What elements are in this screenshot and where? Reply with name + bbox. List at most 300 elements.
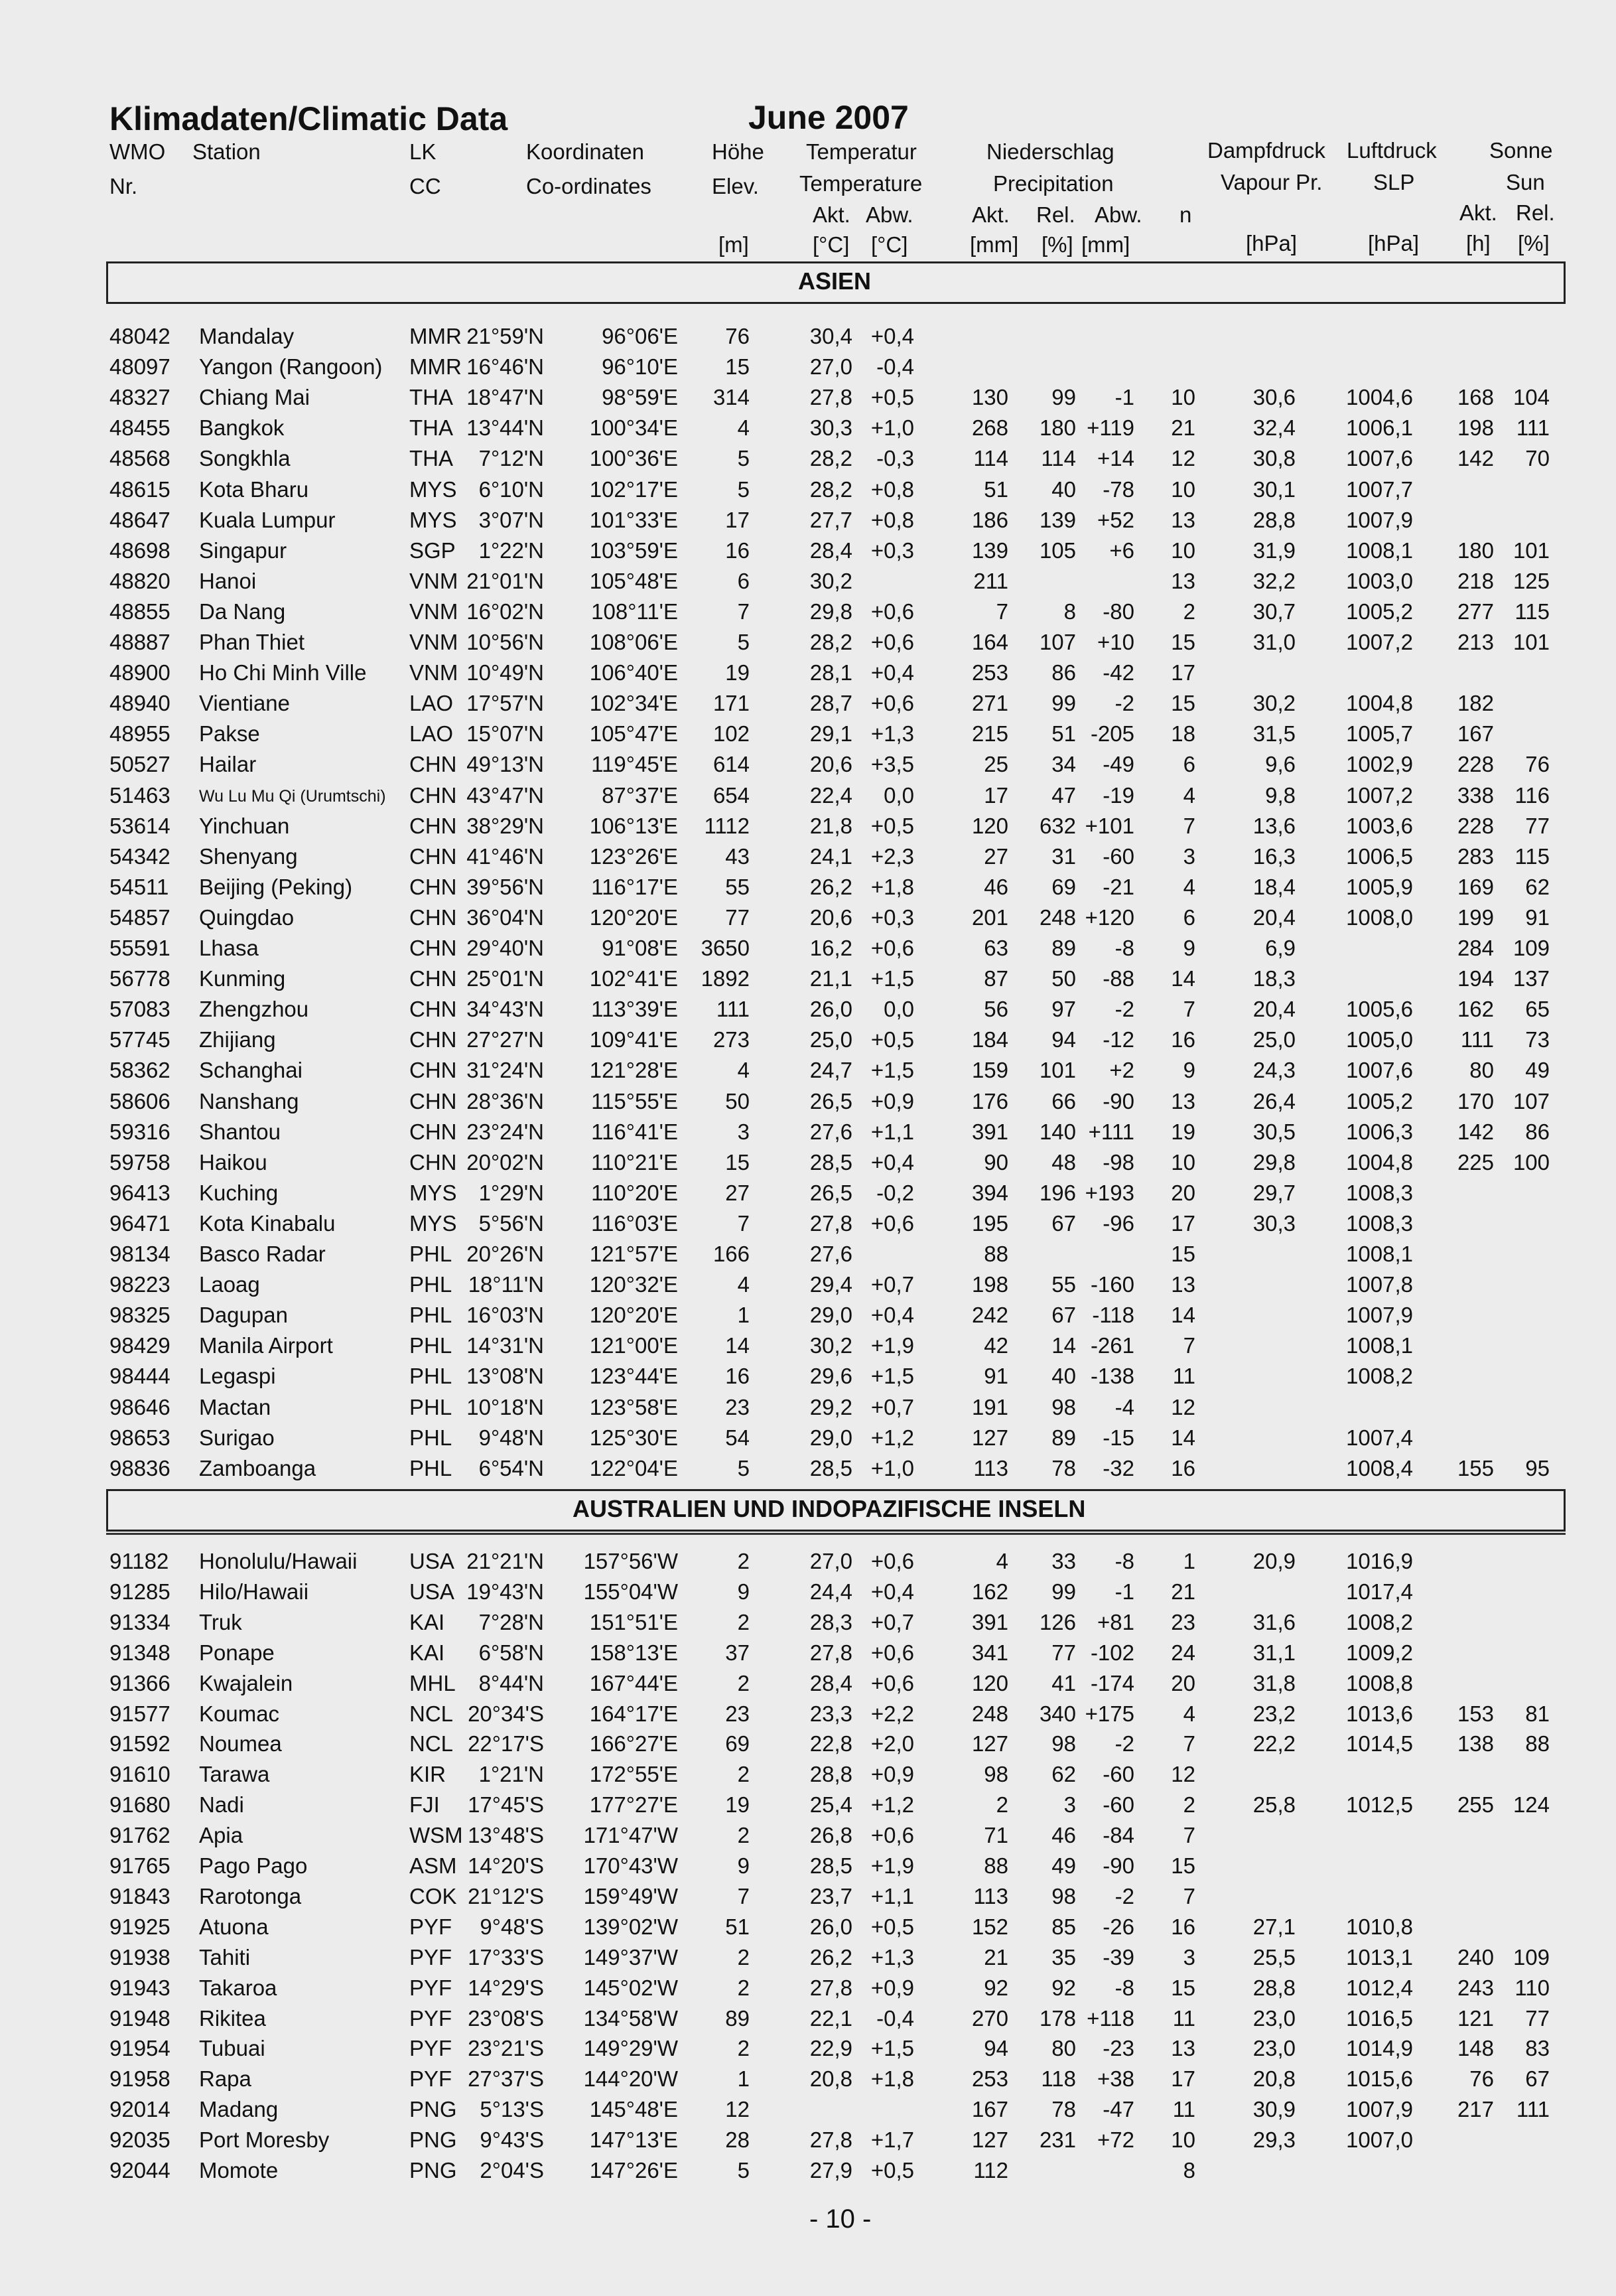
- cell-sun-rel: 107: [1513, 1088, 1550, 1113]
- cell-p-n: 15: [1171, 1853, 1195, 1878]
- cell-p-rel: 139: [1039, 507, 1076, 532]
- cell-t-akt: 21,1: [809, 966, 852, 991]
- table-row: [0, 1823, 1616, 1853]
- cell-sun-h: 243: [1457, 1975, 1494, 2000]
- cell-slp: 1005,0: [1346, 1027, 1413, 1052]
- cell-p-rel: 86: [1051, 660, 1076, 685]
- cell-t-abw: +0,4: [870, 660, 914, 685]
- cell-p-rel: 33: [1051, 1549, 1076, 1573]
- cell-lon: 145°02'W: [583, 1975, 678, 2000]
- cell-station: Ho Chi Minh Ville: [199, 660, 367, 685]
- cell-slp: 1008,2: [1346, 1364, 1413, 1389]
- cell-lat: 22°17'S: [468, 1731, 544, 1757]
- cell-sun-rel: 109: [1513, 936, 1550, 960]
- cell-wmo: 48568: [109, 446, 170, 471]
- cell-t-abw: +0,3: [870, 538, 914, 563]
- cell-slp: 1008,0: [1346, 904, 1413, 930]
- section-title-asia: ASIEN: [798, 267, 872, 295]
- cell-wmo: 48647: [109, 507, 170, 532]
- hdr-prec-abw: Abw.: [1095, 202, 1142, 227]
- cell-wmo: 91954: [109, 2036, 170, 2061]
- cell-lat: 20°34'S: [468, 1701, 544, 1726]
- cell-elev: 9: [737, 1579, 750, 1604]
- cell-lon: 167°44'E: [589, 1670, 678, 1695]
- cell-t-abw: +0,9: [870, 1762, 914, 1787]
- cell-p-abw: -8: [1114, 1975, 1134, 2000]
- cell-p-akt: 201: [971, 904, 1008, 930]
- cell-lat: 29°40'N: [466, 936, 544, 960]
- cell-p-n: 11: [1172, 1364, 1195, 1389]
- cell-p-akt: 56: [984, 997, 1008, 1022]
- cell-slp: 1005,9: [1346, 874, 1413, 899]
- cell-t-abw: +0,5: [870, 813, 914, 838]
- cell-t-abw: +0,6: [870, 1823, 914, 1848]
- cell-p-n: 6: [1183, 752, 1195, 777]
- cell-p-abw: -2: [1114, 1883, 1134, 1908]
- cell-p-rel: 66: [1051, 1088, 1076, 1113]
- cell-cc: PYF: [409, 2036, 452, 2061]
- cell-cc: MYS: [409, 1180, 457, 1205]
- cell-p-akt: 120: [971, 1670, 1008, 1695]
- cell-station: Hanoi: [199, 568, 257, 593]
- table-row: [0, 1027, 1616, 1058]
- cell-elev: 5: [737, 630, 750, 654]
- cell-lat: 13°08'N: [466, 1364, 544, 1389]
- cell-p-abw: -60: [1103, 843, 1134, 869]
- cell-elev: 17: [725, 507, 750, 532]
- cell-p-akt: 341: [971, 1640, 1008, 1665]
- cell-p-rel: 46: [1051, 1823, 1076, 1848]
- cell-lon: 147°26'E: [589, 2158, 678, 2183]
- cell-sun-rel: 104: [1513, 385, 1550, 410]
- cell-t-abw: +1,2: [870, 1425, 914, 1450]
- cell-sun-h: 138: [1457, 1731, 1494, 1757]
- cell-sun-h: 162: [1457, 997, 1494, 1022]
- cell-station: Zhengzhou: [199, 997, 309, 1022]
- cell-p-akt: 242: [971, 1303, 1008, 1328]
- cell-slp: 1012,4: [1346, 1975, 1413, 2000]
- cell-station: Mandalay: [199, 324, 295, 348]
- cell-t-akt: 30,3: [809, 415, 852, 441]
- cell-wmo: 91285: [109, 1579, 170, 1604]
- cell-t-akt: 21,8: [809, 813, 852, 838]
- table-row: [0, 1150, 1616, 1181]
- cell-elev: 76: [725, 324, 750, 348]
- cell-t-abw: 0,0: [884, 997, 914, 1022]
- cell-p-rel: 14: [1051, 1333, 1076, 1358]
- cell-t-akt: 28,2: [809, 446, 852, 471]
- cell-lon: 100°34'E: [589, 415, 678, 441]
- cell-lat: 2°04'S: [480, 2158, 544, 2183]
- cell-p-n: 10: [1171, 476, 1195, 502]
- cell-station: Quingdao: [199, 904, 295, 930]
- cell-p-rel: 92: [1051, 1975, 1076, 2000]
- cell-t-akt: 28,4: [809, 538, 852, 563]
- hdr-prec-akt: Akt.: [972, 202, 1010, 227]
- cell-p-n: 15: [1171, 691, 1195, 716]
- cell-station: Rapa: [199, 2066, 251, 2092]
- cell-sun-rel: 116: [1515, 782, 1550, 808]
- cell-wmo: 91182: [109, 1549, 169, 1573]
- table-row: [0, 415, 1616, 446]
- cell-vapour: 30,6: [1252, 385, 1296, 410]
- cell-p-akt: 215: [971, 721, 1008, 747]
- cell-lon: 101°33'E: [589, 507, 678, 532]
- cell-slp: 1006,5: [1346, 843, 1413, 869]
- cell-sun-h: 284: [1457, 936, 1494, 960]
- cell-station: Kota Bharu: [199, 476, 309, 502]
- cell-p-akt: 391: [971, 1119, 1008, 1144]
- cell-elev: 3650: [701, 936, 750, 960]
- cell-cc: CHN: [409, 1058, 457, 1083]
- cell-slp: 1004,6: [1346, 385, 1413, 410]
- cell-cc: MYS: [409, 1210, 457, 1236]
- cell-t-akt: 27,0: [809, 354, 852, 380]
- cell-t-abw: +0,9: [870, 1975, 914, 2000]
- cell-station: Schanghai: [199, 1058, 303, 1083]
- cell-p-n: 13: [1171, 507, 1195, 532]
- cell-station: Manila Airport: [199, 1333, 333, 1358]
- hdr-sun-akt: Akt.: [1459, 200, 1497, 225]
- hdr-sun: Sun: [1506, 170, 1545, 194]
- cell-t-akt: 24,7: [809, 1058, 852, 1083]
- cell-t-abw: +0,9: [870, 1088, 914, 1113]
- table-row: [0, 477, 1616, 508]
- cell-slp: 1012,5: [1346, 1792, 1413, 1818]
- cell-station: Laoag: [199, 1272, 260, 1297]
- cell-sun-rel: 83: [1525, 2036, 1550, 2061]
- cell-cc: WSM: [409, 1823, 463, 1848]
- cell-p-n: 11: [1172, 2005, 1195, 2031]
- cell-p-n: 13: [1171, 568, 1195, 593]
- table-row: [0, 324, 1616, 354]
- cell-wmo: 48820: [109, 568, 170, 593]
- section-band-pacific: [106, 1489, 1566, 1532]
- cell-p-akt: 270: [971, 2005, 1008, 2031]
- cell-cc: PNG: [409, 2097, 457, 2122]
- cell-t-akt: 28,1: [809, 660, 852, 685]
- cell-sun-h: 240: [1457, 1944, 1494, 1970]
- cell-sun-h: 170: [1457, 1088, 1494, 1113]
- cell-p-abw: +2: [1109, 1058, 1134, 1083]
- cell-t-akt: 26,5: [809, 1180, 852, 1205]
- cell-elev: 614: [712, 752, 750, 777]
- cell-elev: 16: [725, 1364, 750, 1389]
- cell-p-n: 14: [1171, 1303, 1195, 1328]
- cell-t-akt: 27,7: [809, 507, 852, 532]
- cell-station: Apia: [199, 1823, 243, 1848]
- hdr-lk: LK: [409, 139, 437, 164]
- cell-station: Songkhla: [199, 446, 291, 471]
- cell-p-rel: 118: [1041, 2066, 1076, 2092]
- hdr-station: Station: [192, 139, 261, 164]
- cell-sun-h: 169: [1457, 874, 1494, 899]
- cell-p-rel: 231: [1039, 2127, 1076, 2153]
- cell-p-akt: 7: [996, 599, 1008, 624]
- cell-t-abw: +2,3: [870, 843, 914, 869]
- cell-t-abw: +0,4: [870, 1579, 914, 1604]
- cell-vapour: 6,9: [1265, 936, 1296, 960]
- cell-lon: 106°40'E: [589, 660, 678, 685]
- cell-elev: 2: [737, 1944, 750, 1970]
- cell-t-akt: 27,0: [809, 1549, 852, 1573]
- cell-t-akt: 28,5: [809, 1149, 852, 1175]
- cell-cc: PYF: [409, 1944, 452, 1970]
- cell-vapour: 30,9: [1252, 2097, 1296, 2122]
- cell-sun-h: 111: [1460, 1027, 1494, 1052]
- cell-lon: 177°27'E: [589, 1792, 678, 1818]
- hdr-unit-h: [h]: [1466, 231, 1491, 255]
- cell-sun-h: 167: [1457, 721, 1494, 747]
- cell-station: Atuona: [199, 1914, 269, 1939]
- cell-p-rel: 98: [1051, 1394, 1076, 1419]
- cell-p-abw: -47: [1103, 2097, 1134, 2122]
- cell-lon: 144°20'W: [583, 2066, 678, 2092]
- table-row: [0, 508, 1616, 538]
- table-row: [0, 599, 1616, 630]
- cell-sun-rel: 111: [1516, 2097, 1550, 2122]
- cell-p-n: 7: [1183, 1731, 1195, 1757]
- cell-station: Kota Kinabalu: [199, 1210, 336, 1236]
- cell-slp: 1015,6: [1346, 2066, 1413, 2092]
- cell-wmo: 91943: [109, 1975, 170, 2000]
- table-row: [0, 844, 1616, 875]
- cell-t-abw: +0,6: [870, 599, 914, 624]
- cell-cc: PHL: [409, 1364, 452, 1389]
- cell-wmo: 98836: [109, 1455, 170, 1480]
- cell-t-abw: +1,3: [870, 721, 914, 747]
- cell-t-akt: 24,4: [809, 1579, 852, 1604]
- cell-wmo: 98646: [109, 1394, 170, 1419]
- cell-p-akt: 159: [971, 1058, 1008, 1083]
- hdr-unit-m: [m]: [718, 232, 749, 257]
- cell-t-akt: 27,8: [809, 1640, 852, 1665]
- cell-station: Yangon (Rangoon): [199, 354, 383, 380]
- cell-p-n: 20: [1171, 1180, 1195, 1205]
- cell-vapour: 30,5: [1252, 1119, 1296, 1144]
- cell-p-abw: -23: [1103, 2036, 1134, 2061]
- table-row: [0, 630, 1616, 660]
- hdr-unit-hpa2: [hPa]: [1368, 231, 1420, 255]
- cell-p-rel: 99: [1051, 1579, 1076, 1604]
- cell-station: Surigao: [199, 1425, 275, 1450]
- cell-p-n: 15: [1171, 1242, 1195, 1266]
- cell-p-rel: 140: [1039, 1119, 1076, 1144]
- cell-sun-h: 218: [1457, 568, 1494, 593]
- cell-lat: 8°44'N: [478, 1670, 544, 1695]
- cell-p-rel: 98: [1051, 1731, 1076, 1757]
- table-row: [0, 1333, 1616, 1364]
- cell-lon: 149°29'W: [583, 2036, 678, 2061]
- cell-slp: 1007,8: [1346, 1272, 1413, 1297]
- cell-wmo: 96471: [109, 1210, 170, 1236]
- cell-p-abw: +52: [1097, 507, 1134, 532]
- cell-wmo: 98223: [109, 1272, 170, 1297]
- cell-lon: 120°20'E: [589, 904, 678, 930]
- cell-wmo: 57083: [109, 997, 170, 1022]
- cell-station: Momote: [199, 2158, 279, 2183]
- cell-vapour: 20,9: [1252, 1549, 1296, 1573]
- cell-wmo: 91577: [109, 1701, 170, 1726]
- cell-elev: 7: [737, 599, 750, 624]
- cell-p-akt: 268: [971, 415, 1008, 441]
- cell-p-abw: -90: [1103, 1853, 1134, 1878]
- cell-wmo: 48698: [109, 538, 170, 563]
- cell-vapour: 23,0: [1252, 2005, 1296, 2031]
- cell-p-abw: -19: [1103, 782, 1134, 808]
- cell-sun-rel: 125: [1513, 568, 1550, 593]
- cell-vapour: 25,0: [1252, 1027, 1296, 1052]
- cell-lon: 100°36'E: [589, 446, 678, 471]
- cell-lat: 21°59'N: [466, 324, 544, 348]
- cell-p-akt: 195: [971, 1210, 1008, 1236]
- table-row: [0, 1853, 1616, 1884]
- cell-lon: 123°44'E: [589, 1364, 678, 1389]
- table-row: [0, 446, 1616, 476]
- cell-station: Shantou: [199, 1119, 281, 1144]
- cell-cc: CHN: [409, 843, 457, 869]
- cell-cc: THA: [409, 385, 453, 410]
- table-row: [0, 1610, 1616, 1640]
- cell-wmo: 91938: [109, 1944, 170, 1970]
- hdr-unit-mm2: [mm]: [1081, 232, 1130, 257]
- cell-p-akt: 17: [984, 782, 1008, 808]
- cell-lon: 120°32'E: [589, 1272, 678, 1297]
- cell-p-akt: 253: [971, 660, 1008, 685]
- cell-vapour: 29,3: [1252, 2127, 1296, 2153]
- cell-vapour: 25,8: [1252, 1792, 1296, 1818]
- cell-wmo: 91843: [109, 1883, 170, 1908]
- cell-slp: 1004,8: [1346, 1149, 1413, 1175]
- cell-sun-rel: 115: [1515, 843, 1550, 869]
- cell-cc: THA: [409, 415, 453, 441]
- cell-slp: 1005,2: [1346, 1088, 1413, 1113]
- cell-t-abw: +0,6: [870, 1210, 914, 1236]
- cell-p-rel: 67: [1051, 1210, 1076, 1236]
- cell-lat: 14°31'N: [466, 1333, 544, 1358]
- cell-elev: 77: [725, 904, 750, 930]
- cell-slp: 1016,5: [1346, 2005, 1413, 2031]
- cell-t-akt: 28,8: [809, 1762, 852, 1787]
- cell-vapour: 28,8: [1252, 507, 1296, 532]
- cell-lat: 34°43'N: [466, 997, 544, 1022]
- cell-vapour: 30,2: [1252, 691, 1296, 716]
- cell-p-n: 15: [1171, 1975, 1195, 2000]
- cell-lon: 102°17'E: [589, 476, 678, 502]
- cell-t-akt: 26,2: [809, 1944, 852, 1970]
- cell-p-akt: 113: [973, 1883, 1008, 1908]
- cell-p-rel: 80: [1051, 2036, 1076, 2061]
- cell-p-akt: 21: [984, 1944, 1008, 1970]
- cell-lon: 102°41'E: [589, 966, 678, 991]
- cell-vapour: 25,5: [1252, 1944, 1296, 1970]
- table-row: [0, 997, 1616, 1027]
- cell-station: Dagupan: [199, 1303, 288, 1328]
- cell-slp: 1008,1: [1346, 538, 1413, 563]
- table-row: [0, 1211, 1616, 1242]
- cell-t-akt: 30,2: [809, 568, 852, 593]
- cell-lat: 23°08'S: [468, 2005, 544, 2031]
- cell-station: Rikitea: [199, 2005, 266, 2031]
- cell-lat: 17°57'N: [466, 691, 544, 716]
- cell-slp: 1007,0: [1346, 2127, 1413, 2153]
- cell-lon: 108°11'E: [591, 599, 678, 624]
- cell-p-rel: 62: [1051, 1762, 1076, 1787]
- cell-p-rel: 101: [1039, 1058, 1076, 1083]
- cell-elev: 23: [725, 1701, 750, 1726]
- cell-vapour: 20,8: [1252, 2066, 1296, 2092]
- cell-cc: VNM: [409, 568, 458, 593]
- cell-lat: 23°21'S: [468, 2036, 544, 2061]
- cell-p-abw: -96: [1103, 1210, 1134, 1236]
- cell-sun-rel: 62: [1525, 874, 1550, 899]
- cell-p-abw: +120: [1085, 904, 1134, 930]
- cell-station: Shenyang: [199, 843, 298, 869]
- cell-p-abw: -205: [1090, 721, 1134, 747]
- cell-lat: 3°07'N: [478, 507, 544, 532]
- cell-wmo: 58606: [109, 1088, 170, 1113]
- cell-wmo: 92044: [109, 2158, 170, 2183]
- cell-elev: 54: [725, 1425, 750, 1450]
- cell-p-n: 13: [1171, 2036, 1195, 2061]
- cell-p-akt: 211: [973, 568, 1008, 593]
- cell-lat: 5°56'N: [478, 1210, 544, 1236]
- cell-sun-h: 121: [1457, 2005, 1494, 2031]
- cell-p-n: 3: [1183, 843, 1195, 869]
- hdr-coordinates: Co-ordinates: [526, 174, 651, 198]
- cell-p-n: 7: [1183, 1333, 1195, 1358]
- cell-p-rel: 78: [1051, 2097, 1076, 2122]
- hdr-unit-degc2: [°C]: [871, 232, 908, 257]
- cell-lon: 121°28'E: [589, 1058, 678, 1083]
- cell-t-akt: 23,7: [809, 1883, 852, 1908]
- cell-slp: 1016,9: [1346, 1549, 1413, 1573]
- cell-vapour: 24,3: [1252, 1058, 1296, 1083]
- cell-p-n: 16: [1171, 1027, 1195, 1052]
- cell-p-n: 4: [1183, 874, 1195, 899]
- table-row: [0, 752, 1616, 782]
- cell-p-rel: 107: [1039, 630, 1076, 654]
- table-row: [0, 1914, 1616, 1945]
- cell-sun-rel: 111: [1516, 415, 1550, 441]
- cell-wmo: 55591: [109, 936, 170, 960]
- cell-lon: 159°49'W: [583, 1883, 678, 1908]
- cell-p-akt: 51: [984, 476, 1008, 502]
- cell-t-abw: +0,3: [870, 904, 914, 930]
- cell-slp: 1004,8: [1346, 691, 1413, 716]
- cell-p-n: 4: [1183, 1701, 1195, 1726]
- table-row: [0, 1762, 1616, 1792]
- cell-cc: MYS: [409, 476, 457, 502]
- cell-t-abw: +1,1: [870, 1119, 914, 1144]
- cell-lon: 166°27'E: [589, 1731, 678, 1757]
- cell-p-rel: 632: [1039, 813, 1076, 838]
- cell-t-abw: -0,4: [876, 2005, 914, 2031]
- cell-sun-rel: 109: [1513, 1944, 1550, 1970]
- cell-sun-rel: 95: [1525, 1455, 1550, 1480]
- cell-lat: 10°18'N: [466, 1394, 544, 1419]
- table-row: [0, 1089, 1616, 1119]
- cell-elev: 111: [716, 997, 750, 1022]
- cell-p-rel: 78: [1051, 1455, 1076, 1480]
- cell-station: Beijing (Peking): [199, 874, 353, 899]
- cell-station: Lhasa: [199, 936, 259, 960]
- cell-sun-h: 194: [1457, 966, 1494, 991]
- hdr-temperatur: Temperatur: [806, 139, 917, 164]
- table-row: [0, 538, 1616, 569]
- cell-p-rel: 3: [1063, 1792, 1076, 1818]
- cell-lat: 13°44'N: [466, 415, 544, 441]
